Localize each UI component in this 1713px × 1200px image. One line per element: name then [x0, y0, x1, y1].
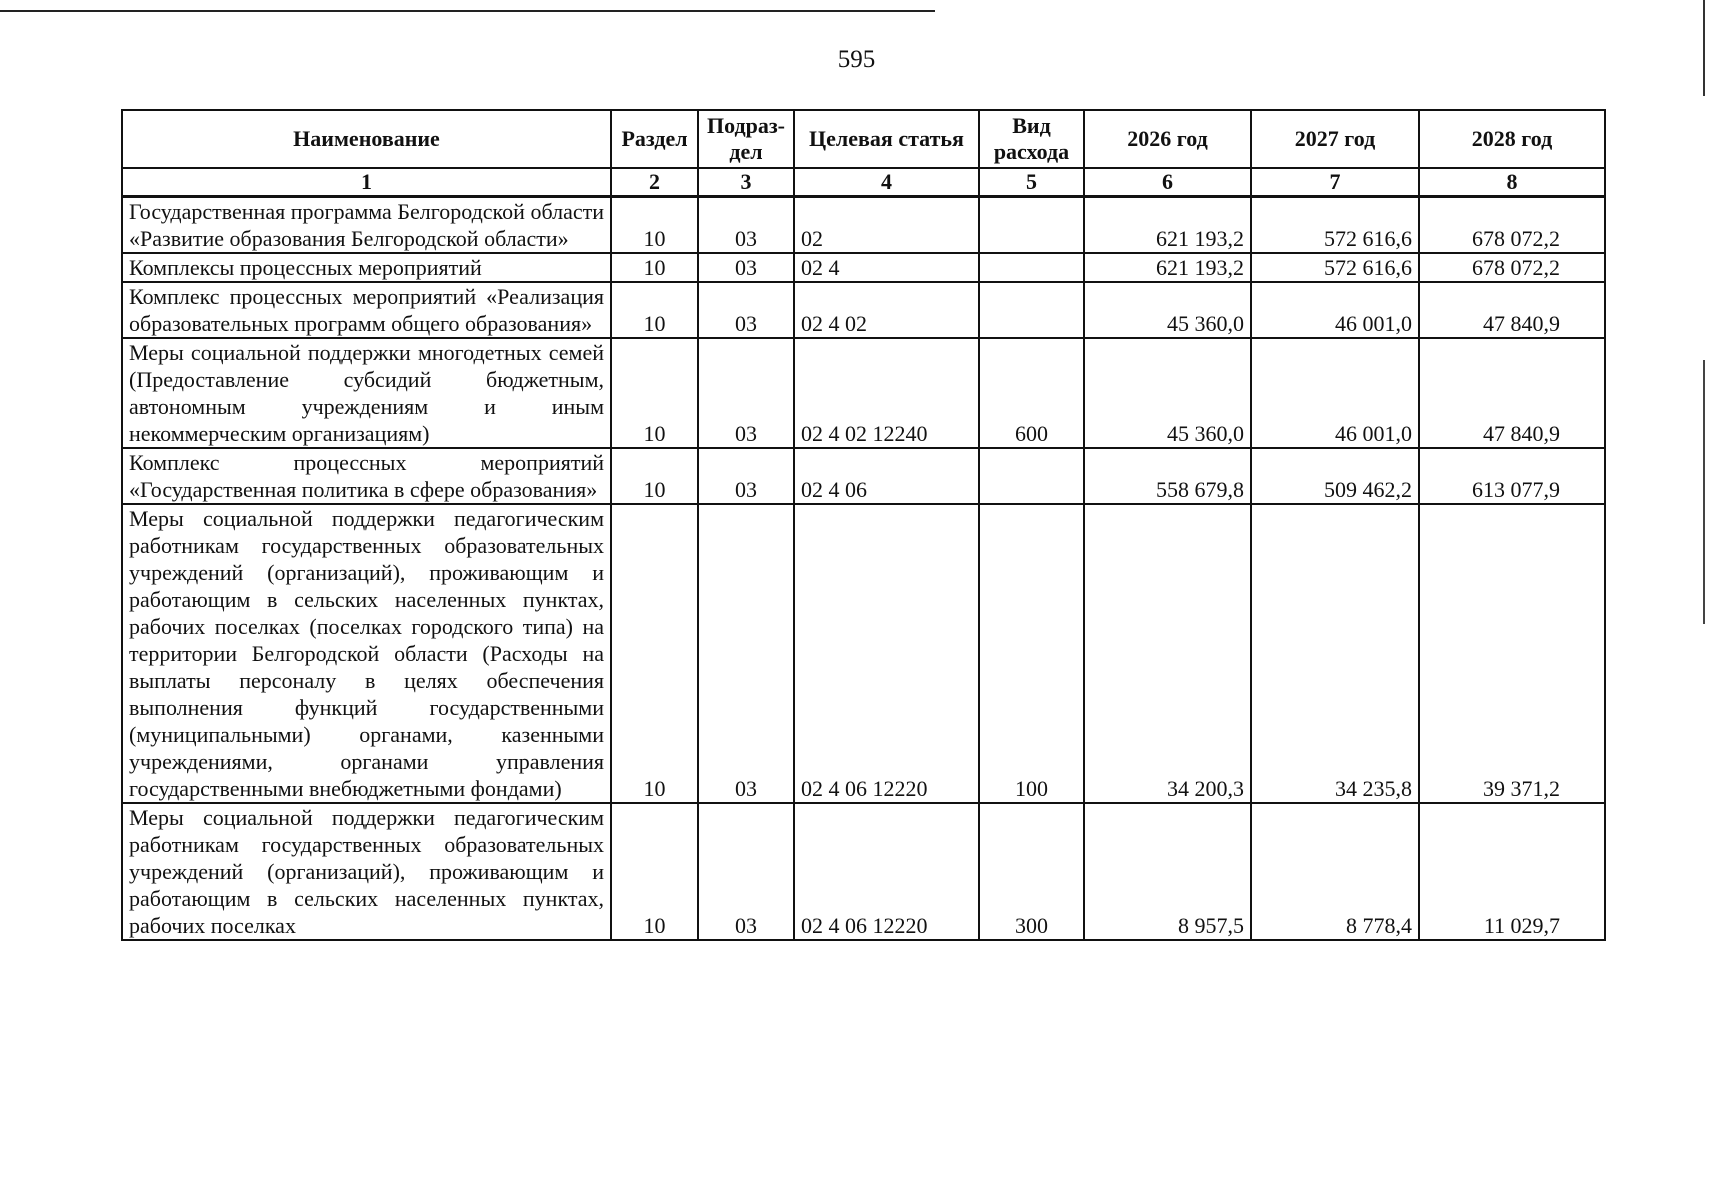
- page-number: 595: [837, 46, 876, 73]
- table-row: [122, 504, 1605, 803]
- table-row: [122, 282, 1605, 338]
- row-2028: 47 840,9: [1419, 282, 1605, 338]
- row-2027: 46 001,0: [1251, 282, 1419, 338]
- table-row: [122, 338, 1605, 448]
- row-subsection: 03: [698, 253, 794, 282]
- row-subsection: 03: [698, 197, 794, 254]
- column-number: 3: [698, 168, 794, 197]
- row-2026: 45 360,0: [1084, 282, 1251, 338]
- column-number: 6: [1084, 168, 1251, 197]
- right-scan-edge: [1703, 0, 1705, 1200]
- row-subsection: 03: [698, 803, 794, 940]
- row-subsection: 03: [698, 282, 794, 338]
- row-expense-type: [979, 253, 1084, 282]
- row-2028: 47 840,9: [1419, 338, 1605, 448]
- row-2027: 34 235,8: [1251, 504, 1419, 803]
- row-section: 10: [611, 253, 698, 282]
- column-number: 2: [611, 168, 698, 197]
- row-2027: 572 616,6: [1251, 197, 1419, 254]
- row-name: Меры социальной поддержки педагогическим работникам государственных образовательных учреждений (организаций), проживающим и работающим в сельских населенных пунктах, рабочих поселках: [122, 803, 611, 940]
- header-2028: 2028 год: [1419, 110, 1605, 168]
- top-scan-line: [0, 10, 935, 12]
- column-number: 8: [1419, 168, 1605, 197]
- row-2026: 8 957,5: [1084, 803, 1251, 940]
- row-expense-type: [979, 282, 1084, 338]
- row-section: 10: [611, 282, 698, 338]
- row-name: Меры социальной поддержки многодетных семей (Предоставление субсидий бюджетным, автономным учреждениям и иным некоммерческим организациям): [122, 338, 611, 448]
- header-subsection: Подраз-дел: [698, 110, 794, 168]
- row-section: 10: [611, 197, 698, 254]
- row-2026: 621 193,2: [1084, 197, 1251, 254]
- row-target: 02 4 02: [794, 282, 979, 338]
- row-expense-type: 300: [979, 803, 1084, 940]
- row-2028: 678 072,2: [1419, 197, 1605, 254]
- table-row: [122, 803, 1605, 940]
- column-number: 5: [979, 168, 1084, 197]
- row-target: 02 4 06 12220: [794, 504, 979, 803]
- header-expense-type: Вид расхода: [979, 110, 1084, 168]
- header-section: Раздел: [611, 110, 698, 168]
- column-number: 1: [122, 168, 611, 197]
- row-section: 10: [611, 338, 698, 448]
- row-2027: 509 462,2: [1251, 448, 1419, 504]
- row-target: 02 4: [794, 253, 979, 282]
- budget-table: [121, 109, 1606, 941]
- table-row: [122, 253, 1605, 282]
- row-name: Комплекс процессных мероприятий «Реализация образовательных программ общего образования»: [122, 282, 611, 338]
- header-name: Наименование: [122, 110, 611, 168]
- table-row: [122, 197, 1605, 254]
- column-number: 4: [794, 168, 979, 197]
- row-2026: 558 679,8: [1084, 448, 1251, 504]
- table-row: [122, 448, 1605, 504]
- row-2027: 8 778,4: [1251, 803, 1419, 940]
- row-name: Комплексы процессных мероприятий: [122, 253, 611, 282]
- row-section: 10: [611, 504, 698, 803]
- header-2027: 2027 год: [1251, 110, 1419, 168]
- row-target: 02: [794, 197, 979, 254]
- table-header: [122, 110, 1605, 197]
- row-expense-type: 600: [979, 338, 1084, 448]
- row-2028: 678 072,2: [1419, 253, 1605, 282]
- column-number-row: [122, 168, 1605, 197]
- row-subsection: 03: [698, 448, 794, 504]
- row-target: 02 4 06 12220: [794, 803, 979, 940]
- row-expense-type: [979, 448, 1084, 504]
- table-body: [122, 197, 1605, 941]
- row-subsection: 03: [698, 504, 794, 803]
- row-2026: 45 360,0: [1084, 338, 1251, 448]
- header-row: [122, 110, 1605, 168]
- row-name: Комплекс процессных мероприятий «Государственная политика в сфере образования»: [122, 448, 611, 504]
- row-2026: 621 193,2: [1084, 253, 1251, 282]
- row-section: 10: [611, 803, 698, 940]
- row-2027: 572 616,6: [1251, 253, 1419, 282]
- row-2027: 46 001,0: [1251, 338, 1419, 448]
- row-name: Меры социальной поддержки педагогическим работникам государственных образовательных учреждений (организаций), проживающим и работающим в сельских населенных пунктах, рабочих поселках (поселках городского типа) на территории Белгородской области (Расходы на выплаты персоналу в целях обеспечения выполнения функций государственными (муниципальными) органами, казенными учреждениями, органами управления государственными внебюджетными фондами): [122, 504, 611, 803]
- row-expense-type: 100: [979, 504, 1084, 803]
- column-number: 7: [1251, 168, 1419, 197]
- row-2026: 34 200,3: [1084, 504, 1251, 803]
- row-2028: 39 371,2: [1419, 504, 1605, 803]
- row-2028: 11 029,7: [1419, 803, 1605, 940]
- row-target: 02 4 02 12240: [794, 338, 979, 448]
- row-name: Государственная программа Белгородской области «Развитие образования Белгородской области»: [122, 197, 611, 254]
- row-expense-type: [979, 197, 1084, 254]
- header-2026: 2026 год: [1084, 110, 1251, 168]
- row-section: 10: [611, 448, 698, 504]
- row-subsection: 03: [698, 338, 794, 448]
- row-2028: 613 077,9: [1419, 448, 1605, 504]
- row-target: 02 4 06: [794, 448, 979, 504]
- header-target: Целевая статья: [794, 110, 979, 168]
